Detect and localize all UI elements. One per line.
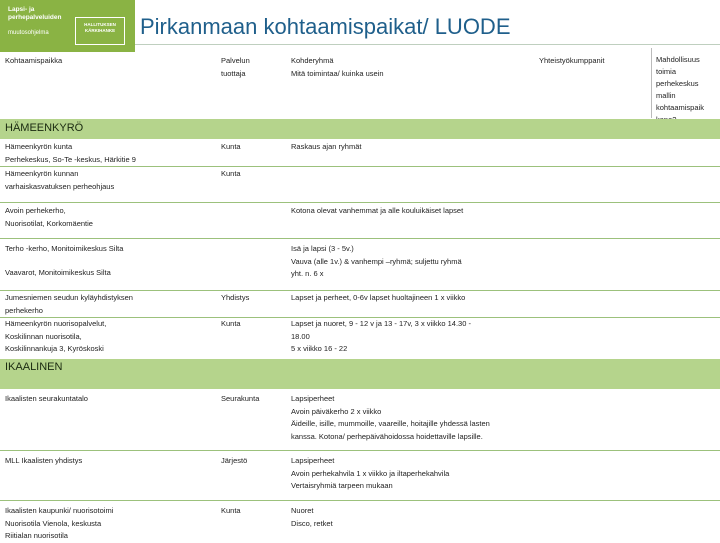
logo — [0, 0, 135, 52]
row-divider — [0, 290, 720, 291]
table-cell: Kotona olevat vanhemmat ja alle kouluikäiset lapset — [291, 206, 464, 215]
section-hameenkyro: HÄMEENKYRÖ — [0, 119, 720, 139]
header-kohtaamispaikka: Kohtaamispaikka — [5, 56, 63, 65]
row-divider — [0, 500, 720, 501]
table-cell: Nuoret Disco, retket — [291, 506, 333, 528]
title-divider — [135, 44, 720, 45]
table-cell: Kunta — [221, 506, 241, 515]
table-cell: Kunta — [221, 142, 241, 151]
row-divider — [0, 238, 720, 239]
table-cell: Vaavarot, Monitoimikeskus Silta — [5, 268, 111, 277]
table-cell: Lapset ja nuoret, 9 - 12 v ja 13 - 17v, 3 x viikko 14.30 - 18.00 5 x viikko 16 - 22 — [291, 319, 471, 353]
header-perhekeskus: Mahdollisuus toimia perhekeskus mallin kohtaamispaik — [656, 55, 704, 112]
logo-badge: HALLITUKSEN KÄRKIHANKE — [75, 17, 125, 45]
table-cell: Yhdistys — [221, 293, 250, 302]
table-cell: Isä ja lapsi (3 - 5v.) Vauva (alle 1v.) & vanhempi –ryhmä; suljettu ryhmä yht. n. 6 x — [291, 244, 462, 278]
table-cell: Hämeenkyrön kunta Perhekeskus, So-Te -keskus, Härkitie 9 — [5, 142, 136, 164]
header-kohderyhma: Kohderyhmä Mitä toimintaa/ kuinka usein — [291, 56, 384, 78]
page-title: Pirkanmaan kohtaamispaikat/ LUODE — [140, 14, 511, 39]
table-cell: Avoin perhekerho, Nuorisotilat, Korkomäentie — [5, 206, 93, 228]
section-ikaalinen: IKAALINEN — [0, 359, 720, 389]
table-cell: Hämeenkyrön kunnan varhaiskasvatuksen perheohjaus — [5, 169, 115, 191]
table-cell: Terho -kerho, Monitoimikeskus Silta — [5, 244, 124, 253]
column-divider — [651, 48, 652, 118]
row-divider — [0, 202, 720, 203]
table-cell: Järjestö — [221, 456, 248, 465]
table-cell: MLL Ikaalisten yhdistys — [5, 456, 83, 465]
table-cell: Ikaalisten kaupunki/ nuorisotoimi Nuorisotila Vienola, keskusta Riitialan nuorisotila — [5, 506, 114, 540]
table-cell: Ikaalisten seurakuntatalo — [5, 394, 88, 403]
table-cell: Lapsiperheet Avoin päiväkerho 2 x viikko Äideille, isille, mummoille, vaareille, hoitajille yhdessä lasten kanssa. Kotona/ perhepäivähoidossa hoidettaville lapsille. — [291, 394, 490, 441]
table-cell: Lapsiperheet Avoin perhekahvila 1 x viikko ja iltaperhekahvila Vertaisryhmiä tarpeen mukaan — [291, 456, 450, 490]
table-cell: Kunta — [221, 319, 241, 328]
header-palvelun-tuottaja: Palvelun tuottaja — [221, 56, 250, 78]
header-yhteistyokumppanit: Yhteistyökumppanit — [539, 56, 605, 65]
table-cell: Jumesniemen seudun kyläyhdistyksen perhekerho — [5, 293, 133, 315]
row-divider — [0, 166, 720, 167]
logo-text: Lapsi- ja perhepalveluiden — [8, 6, 62, 21]
table-cell: Seurakunta — [221, 394, 260, 403]
table-cell: Raskaus ajan ryhmät — [291, 142, 362, 151]
table-cell: Hämeenkyrön nuorisopalvelut, Koskilinnan nuorisotila, Koskilinnankuja 3, Kyröskoski — [5, 319, 107, 353]
table-cell: Lapset ja perheet, 0-6v lapset huoltajineen 1 x viikko — [291, 293, 466, 302]
logo-subtext: muutosohjelma — [8, 30, 49, 36]
table-cell: Kunta — [221, 169, 241, 178]
row-divider — [0, 450, 720, 451]
